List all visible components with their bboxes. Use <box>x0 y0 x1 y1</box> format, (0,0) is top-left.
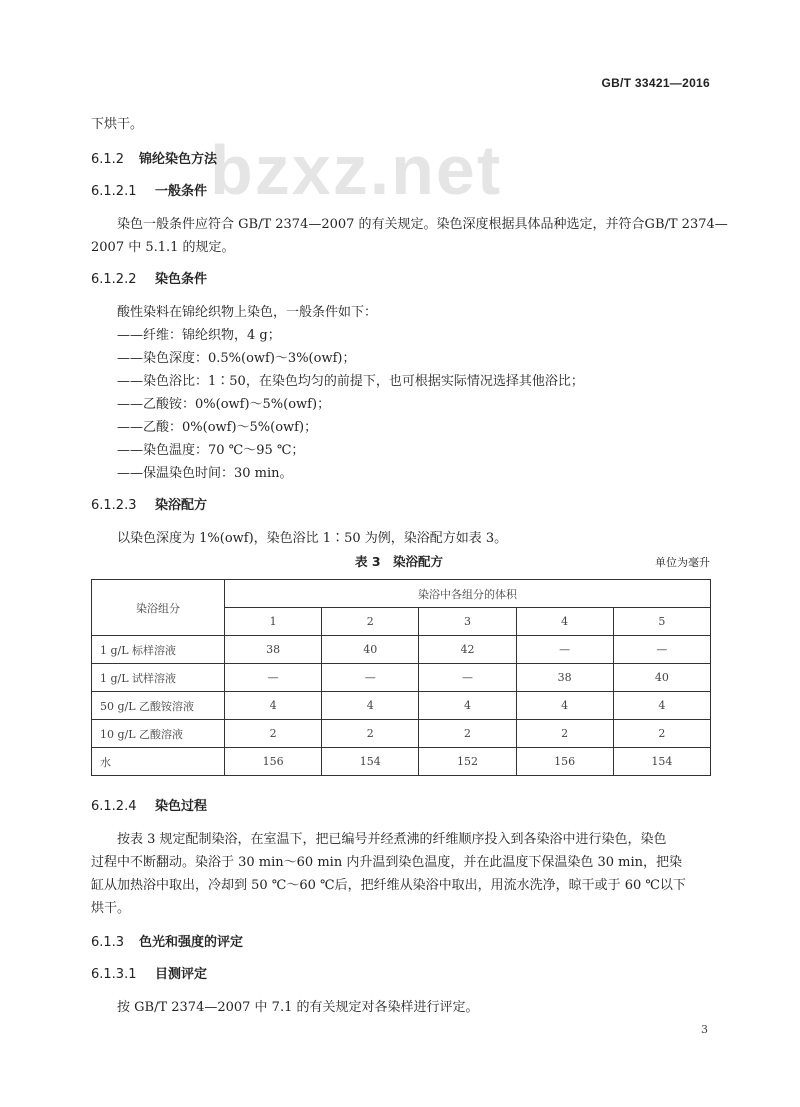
condition-item: ——保温染色时间：30 min。 <box>117 466 293 481</box>
table-cell: 4 <box>419 692 516 720</box>
table-caption: 表 3 染浴配方 <box>355 554 444 569</box>
section-title: 目测评定 <box>155 967 208 982</box>
table-cell: 4 <box>225 692 322 720</box>
condition-item: ——乙酸铵：0%(owf)～5%(owf)； <box>117 397 331 412</box>
paragraph-line: 以染色深度为 1%(owf)，染色浴比 1∶50 为例，染浴配方如表 3。 <box>117 531 508 546</box>
section-6-1-2-3-heading <box>91 494 207 513</box>
page-number: 3 <box>701 1023 708 1036</box>
table-row <box>92 664 711 692</box>
section-title: 染色条件 <box>155 272 208 287</box>
section-6-1-3-heading <box>91 931 243 950</box>
section-6-1-3-1-heading <box>91 963 207 982</box>
paragraph-line: 酸性染料在锦纶织物上染色，一般条件如下： <box>117 305 378 320</box>
table-cell: 2 <box>225 720 322 748</box>
section-number: 6.1.3.1 <box>91 967 137 982</box>
table-cell: 156 <box>225 748 322 776</box>
standard-number-header: GB/T 33421—2016 <box>601 76 710 90</box>
section-number: 6.1.2 <box>91 152 125 167</box>
column-header: 5 <box>613 608 710 636</box>
section-number: 6.1.2.4 <box>91 799 137 814</box>
condition-item: ——染色深度：0.5%(owf)～3%(owf)； <box>117 351 356 366</box>
group-header-cell: 染浴中各组分的体积 <box>225 580 711 608</box>
table-cell: 2 <box>613 720 710 748</box>
table-cell: — <box>613 636 710 664</box>
table-cell: — <box>516 636 613 664</box>
component-name: 50 g/L 乙酸铵溶液 <box>92 692 225 720</box>
table-cell: 2 <box>516 720 613 748</box>
paragraph-line: 按 GB/T 2374—2007 中 7.1 的有关规定对各染样进行评定。 <box>117 1000 479 1015</box>
section-number: 6.1.2.1 <box>91 184 137 199</box>
paragraph-line: 烘干。 <box>91 901 131 916</box>
section-title: 染色过程 <box>155 799 208 814</box>
table-cell: 38 <box>225 636 322 664</box>
paragraph-line: 过程中不断翻动。染浴于 30 min～60 min 内升温到染色温度，并在此温度下保温染色 30 min，把染 <box>91 855 682 870</box>
table-cell: — <box>419 664 516 692</box>
component-name: 1 g/L 标样溶液 <box>92 636 225 664</box>
column-header: 3 <box>419 608 516 636</box>
watermark: bzxz.net <box>210 131 503 209</box>
section-6-1-2-1-heading <box>91 180 207 199</box>
section-number: 6.1.2.3 <box>91 498 137 513</box>
section-title: 染浴配方 <box>155 498 208 513</box>
paragraph-line: 染色一般条件应符合 GB/T 2374—2007 的有关规定。染色深度根据具体品种选定，并符合GB/T 2374— <box>117 217 728 232</box>
condition-item: ——染色浴比：1∶50，在染色均匀的前提下，也可根据实际情况选择其他浴比； <box>117 374 584 389</box>
table-row <box>92 636 711 664</box>
section-number: 6.1.3 <box>91 935 125 950</box>
section-title: 一般条件 <box>155 184 208 199</box>
section-number: 6.1.2.2 <box>91 272 137 287</box>
table-row <box>92 720 711 748</box>
table-row <box>92 748 711 776</box>
column-header: 2 <box>322 608 419 636</box>
table-cell: 154 <box>613 748 710 776</box>
table-cell: 154 <box>322 748 419 776</box>
table-cell: — <box>225 664 322 692</box>
condition-item: ——纤维：锦纶织物，4 g； <box>117 328 281 343</box>
section-6-1-2-heading <box>91 148 217 167</box>
table-cell: 156 <box>516 748 613 776</box>
dye-bath-table <box>91 579 711 776</box>
table-cell: 4 <box>516 692 613 720</box>
table-cell: 4 <box>613 692 710 720</box>
condition-item: ——染色温度：70 ℃～95 ℃； <box>117 443 305 458</box>
column-header: 4 <box>516 608 613 636</box>
section-6-1-2-4-heading <box>91 795 207 814</box>
column-header: 1 <box>225 608 322 636</box>
continued-text: 下烘干。 <box>91 117 144 132</box>
section-6-1-2-2-heading <box>91 268 207 287</box>
table-cell: 42 <box>419 636 516 664</box>
paragraph-line: 2007 中 5.1.1 的规定。 <box>91 240 235 255</box>
table-cell: 2 <box>322 720 419 748</box>
paragraph-line: 按表 3 规定配制染浴，在室温下，把已编号并经煮沸的纤维顺序投入到各染浴中进行染色，染色 <box>117 832 667 847</box>
component-name: 1 g/L 试样溶液 <box>92 664 225 692</box>
table-cell: 2 <box>419 720 516 748</box>
paragraph-line: 缸从加热浴中取出，冷却到 50 ℃～60 ℃后，把纤维从染浴中取出，用流水洗净，晾干或于 60 ℃以下 <box>91 878 686 893</box>
table-cell: — <box>322 664 419 692</box>
table-unit: 单位为毫升 <box>655 556 710 569</box>
table-cell: 4 <box>322 692 419 720</box>
section-title: 锦纶染色方法 <box>139 152 218 167</box>
table-cell: 40 <box>322 636 419 664</box>
table-row <box>92 692 711 720</box>
row-header-cell: 染浴组分 <box>92 580 225 636</box>
component-name: 水 <box>92 748 225 776</box>
table-cell: 152 <box>419 748 516 776</box>
table-cell: 38 <box>516 664 613 692</box>
table-cell: 40 <box>613 664 710 692</box>
section-title: 色光和强度的评定 <box>139 935 244 950</box>
condition-item: ——乙酸：0%(owf)～5%(owf)； <box>117 420 318 435</box>
component-name: 10 g/L 乙酸溶液 <box>92 720 225 748</box>
